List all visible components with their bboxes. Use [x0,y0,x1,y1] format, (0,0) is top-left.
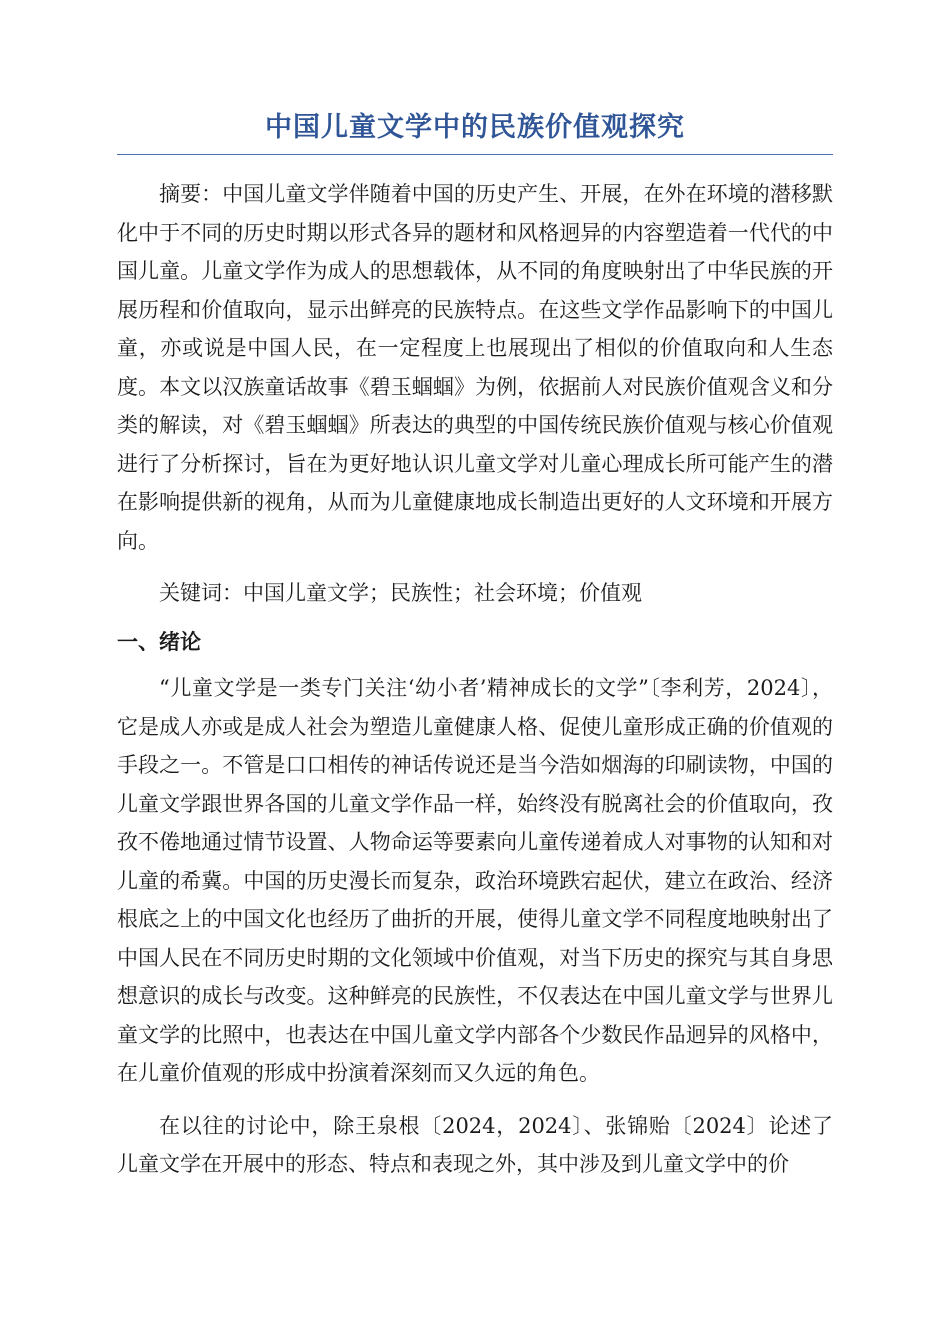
document-title: 中国儿童文学中的民族价值观探究 [117,108,833,155]
abstract-paragraph: 摘要：中国儿童文学伴随着中国的历史产生、开展，在外在环境的潜移默化中于不同的历史时期以形式各异的题材和风格迥异的内容塑造着一代代的中国儿童。儿童文学作为成人的思想载体，从不同的角度映射出了中华民族的开展历程和价值取向，显示出鲜亮的民族特点。在这些文学作品影响下的中国儿童，亦或说是中国人民，在一定程度上也展现出了相似的价值取向和人生态度。本文以汉族童话故事《碧玉蝈蝈》为例，依据前人对民族价值观含义和分类的解读，对《碧玉蝈蝈》所表达的典型的中国传统民族价值观与核心价值观进行了分析探讨，旨在为更好地认识儿童文学对儿童心理成长所可能产生的潜在影响提供新的视角，从而为儿童健康地成长制造出更好的人文环境和开展方向。 [117,182,833,553]
keywords-line: 关键词：中国儿童文学；民族性；社会环境；价值观 [159,581,642,605]
document-page [117,108,833,1184]
body-paragraph-1: “儿童文学是一类专门关注‘幼小者’精神成长的文学”〔李利芳，2024〕，它是成人亦或是成人社会为塑造儿童健康人格、促使儿童形成正确的价值观的手段之一。不管是口口相传的神话传说还是当今浩如烟海的印刷读物，中国的儿童文学跟世界各国的儿童文学作品一样，始终没有脱离社会的价值取向，孜孜不倦地通过情节设置、人物命运等要素向儿童传递着成人对事物的认知和对儿童的希冀。中国的历史漫长而复杂，政治环境跌宕起伏，建立在政治、经济根底之上的中国文化也经历了曲折的开展，使得儿童文学不同程度地映射出了中国人民在不同历史时期的文化领域中价值观，对当下历史的探究与其自身思想意识的成长与改变。这种鲜亮的民族性，不仅表达在中国儿童文学与世界儿童文学的比照中，也表达在中国儿童文学内部各个少数民作品迥异的风格中，在儿童价值观的形成中扮演着深刻而又久远的角色。 [117,676,833,1085]
section-heading: 一、绪论 [117,629,201,654]
body-paragraph-2: 在以往的讨论中，除王泉根〔2024，2024〕、张锦贻〔2024〕论述了儿童文学在开展中的形态、特点和表现之外，其中涉及到儿童文学中的价 [117,1113,833,1176]
